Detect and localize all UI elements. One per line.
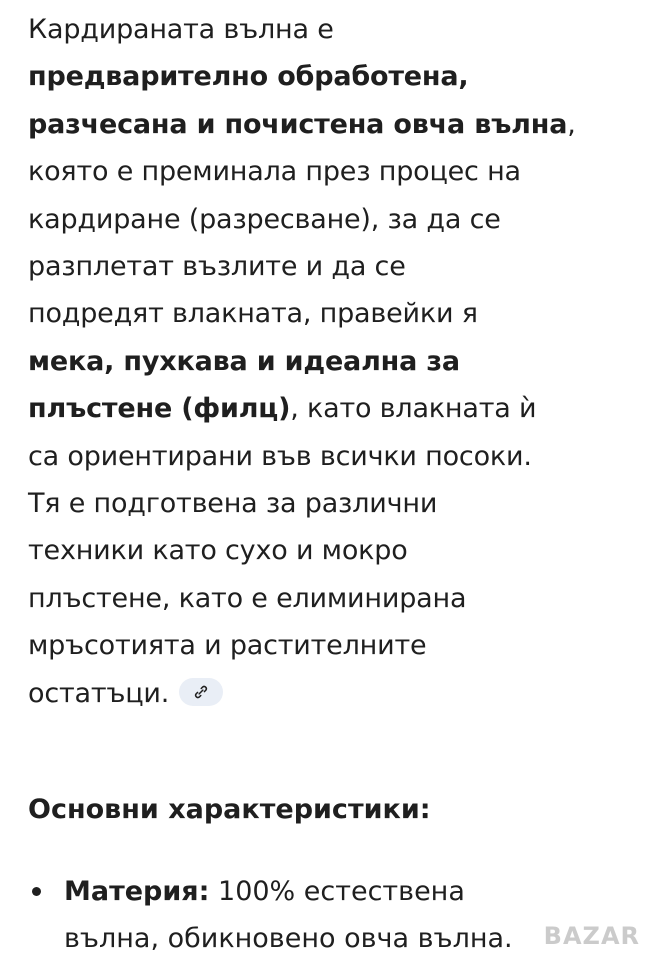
bold-text: разчесана и почистена овча вълна (28, 108, 568, 140)
paragraph-line: плъстене, като е елиминирана (28, 582, 467, 614)
paragraph-line (28, 385, 628, 432)
description-paragraph (28, 6, 628, 717)
source-link-chip[interactable] (179, 678, 223, 706)
paragraph-line: която е преминала през процес на (28, 156, 521, 188)
watermark-logo: BAZAR (543, 922, 640, 950)
bold-text: предварително обработена, (28, 61, 469, 93)
bold-text: плъстене (филц) (28, 393, 291, 425)
text-fragment: , (567, 108, 576, 140)
list-item-text: 100% естествена (209, 876, 465, 907)
paragraph-line: мръсотията и растителните (28, 630, 427, 662)
section-heading: Основни характеристики: (28, 794, 431, 825)
paragraph-line: подредят влакната, правейки я (28, 298, 478, 330)
paragraph-line (28, 53, 628, 100)
bold-text: мека, пухкава и идеална за (28, 345, 460, 377)
paragraph-line: Кардиранaта вълна е (28, 14, 334, 45)
paragraph-line: кардиране (разресване), за да се (28, 203, 501, 235)
list-item-line: вълна, обикновено овча вълна. (64, 923, 513, 954)
text-fragment: , като влакната ѝ (290, 393, 537, 425)
link-icon (192, 683, 210, 701)
paragraph-line (28, 101, 628, 148)
paragraph-line (28, 338, 628, 385)
paragraph-line: Тя е подготвена за различни (28, 488, 438, 520)
text-fragment: остатъци. (28, 677, 170, 709)
bullet-icon (32, 887, 41, 896)
list-item-label: Материя: (64, 876, 210, 907)
paragraph-line: са ориентирани във всички посоки. (28, 440, 532, 472)
list-item-line (64, 868, 648, 915)
paragraph-line: разплетат възлите и да се (28, 251, 406, 283)
paragraph-line (28, 670, 628, 717)
paragraph-line: техники като сухо и мокро (28, 535, 408, 567)
